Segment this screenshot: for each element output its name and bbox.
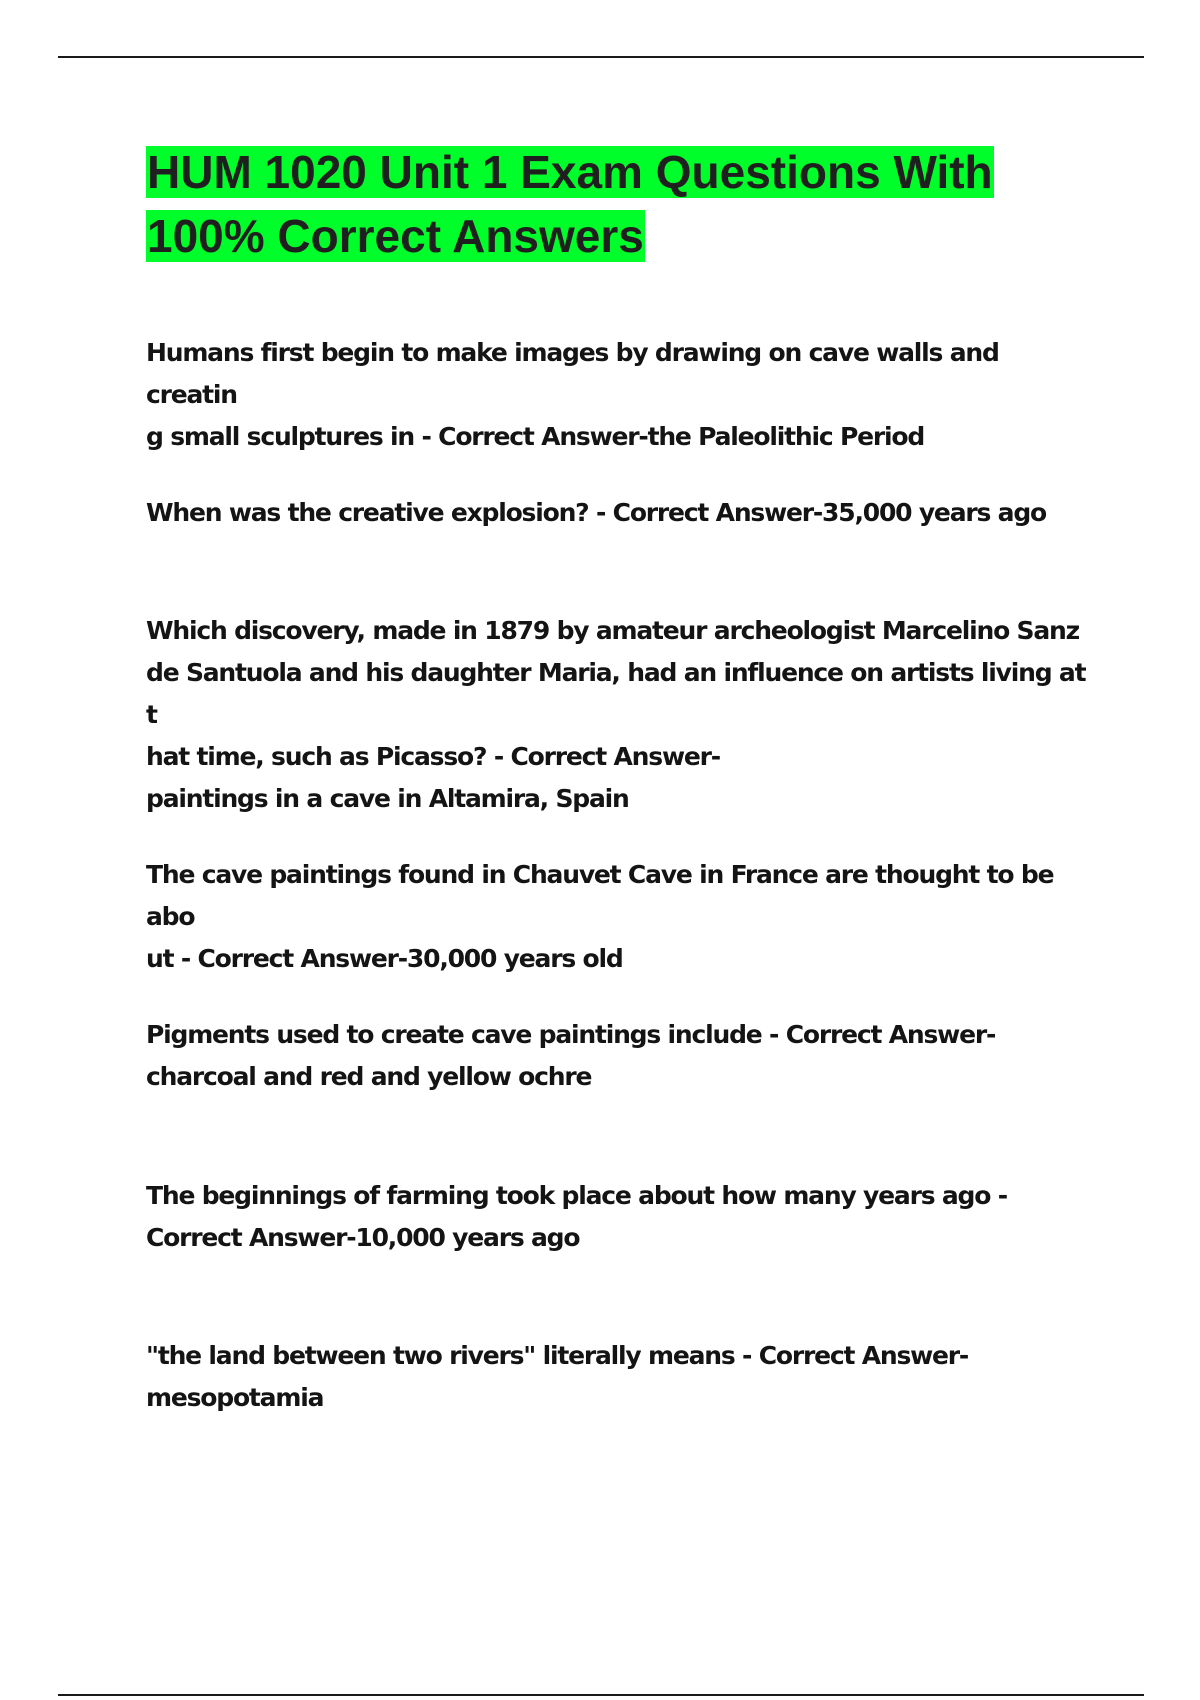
qa-item-2: When was the creative explosion? - Correct Answer-35,000 years ago — [146, 498, 1047, 527]
qa-item-6: The beginnings of farming took place about how many years ago - Correct Answer-10,000 years ago — [146, 1181, 1007, 1252]
qa-item-4: The cave paintings found in Chauvet Cave in France are thought to be abo ut - Correct Answer-30,000 years old — [146, 860, 1054, 973]
qa-item-5: Pigments used to create cave paintings include - Correct Answer- charcoal and red and yellow ochre — [146, 1020, 996, 1091]
title-highlight: HUM 1020 Unit 1 Exam Questions With 100% Correct Answers — [147, 146, 993, 262]
top-rule — [58, 56, 1144, 58]
qa-item-1: Humans first begin to make images by drawing on cave walls and creatin g small sculptures in - Correct Answer-the Paleolithic Period — [146, 338, 999, 451]
bottom-rule — [58, 1694, 1144, 1696]
qa-item-7: "the land between two rivers" literally means - Correct Answer- mesopotamia — [146, 1341, 969, 1412]
qa-item-3: Which discovery, made in 1879 by amateur archeologist Marcelino Sanz de Santuola and his daughter Maria, had an influence on artists living at t hat time, such as Picasso? - Correct Answer- paintings in a cave in Altamira, Spain — [146, 616, 1086, 813]
document-title — [146, 140, 1046, 268]
